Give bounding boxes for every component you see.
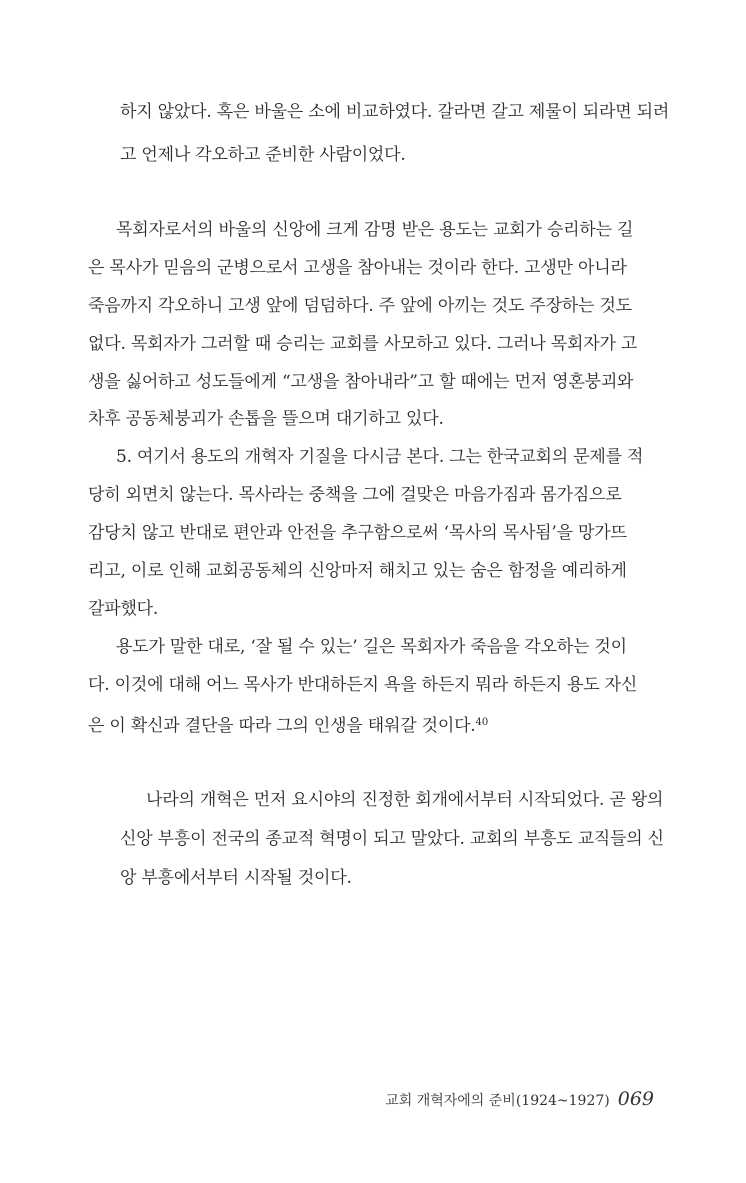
body-line-6: 차후 공동체붕괴가 손톱을 뜰으며 대기하고 있다. [88, 409, 444, 429]
quote-top-line-2: 고 언제나 각오하고 준비한 사람이었다. [120, 145, 406, 165]
quote-top-line-1: 하지 않았다. 혹은 바울은 소에 비교하였다. 갈라면 갈고 제물이 되라면 되려 [120, 102, 670, 122]
body-line-3: 죽음까지 각오하니 고생 앞에 덤덤하다. 주 앞에 아끼는 것도 주장하는 것도 [88, 296, 632, 316]
body-line-5: 생을 싫어하고 성도들에게 “고생을 참아내라”고 할 때에는 먼저 영혼붕괴와 [88, 372, 634, 392]
body-line-4: 없다. 목회자가 그러할 때 승리는 교회를 사모하고 있다. 그러나 목회자가 고 [88, 334, 638, 354]
page-number: 069 [617, 1088, 654, 1110]
body-line-8: 당히 외면치 않는다. 목사라는 중책을 그에 걸맞은 마음가짐과 몸가짐으로 [88, 485, 622, 505]
body-line-14-text: 은 이 확신과 결단을 따라 그의 인생을 태워갈 것이다. [88, 716, 476, 736]
quote-bottom-line-3: 앙 부흥에서부터 시작될 것이다. [120, 868, 352, 888]
footnote-reference: 40 [475, 717, 489, 728]
body-line-1: 목회자로서의 바울의 신앙에 크게 감명 받은 용도는 교회가 승리하는 길 [116, 220, 634, 240]
running-head: 교회 개혁자에의 준비(1924~1927) [385, 1093, 610, 1109]
body-line-12: 용도가 말한 대로, ‘잘 될 수 있는’ 길은 목회자가 죽음을 각오하는 것이 [116, 637, 627, 657]
body-line-9: 감당치 않고 반대로 편안과 안전을 추구함으로써 ‘목사의 목사됨’을 망가뜨 [88, 523, 627, 543]
body-line-13: 다. 이것에 대해 어느 목사가 반대하든지 욕을 하든지 뭐라 하든지 용도 자신 [88, 675, 638, 695]
page-footer [385, 1088, 654, 1114]
body-line-11: 갈파했다. [88, 599, 159, 619]
body-line-14 [88, 711, 488, 738]
body-line-10: 리고, 이로 인해 교회공동체의 신앙마저 해치고 있는 숨은 함정을 예리하게 [88, 561, 627, 581]
quote-bottom-line-1: 나라의 개혁은 먼저 요시야의 진정한 회개에서부터 시작되었다. 곧 왕의 [146, 790, 664, 810]
body-line-7: 5. 여기서 용도의 개혁자 기질을 다시금 본다. 그는 한국교회의 문제를 적 [116, 447, 644, 467]
quote-bottom-line-2: 신앙 부흥이 전국의 종교적 혁명이 되고 말았다. 교회의 부흥도 교직들의 신 [120, 829, 664, 849]
body-line-2: 은 목사가 믿음의 군병으로서 고생을 참아내는 것이라 한다. 고생만 아니라 [88, 258, 627, 278]
